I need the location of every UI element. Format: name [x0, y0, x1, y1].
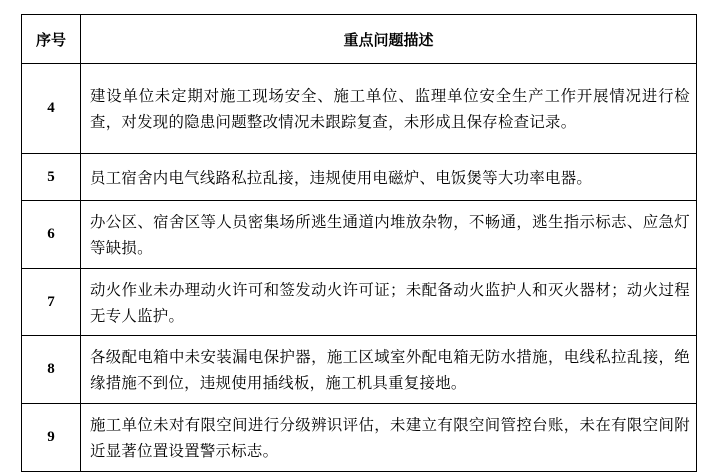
- row-description: 施工单位未对有限空间进行分级辨识评估，未建立有限空间管控台账，未在有限空间附近显著位置设置警示标志。: [81, 404, 697, 472]
- row-number: 4: [22, 64, 81, 154]
- row-number: 7: [22, 269, 81, 336]
- header-description: 重点问题描述: [81, 15, 697, 64]
- row-number: 6: [22, 201, 81, 269]
- table-row: [22, 201, 697, 269]
- table-header: [22, 15, 697, 64]
- row-description: 办公区、宿舍区等人员密集场所逃生通道内堆放杂物，不畅通，逃生指示标志、应急灯等缺损。: [81, 201, 697, 269]
- table-row: [22, 64, 697, 154]
- row-number: 9: [22, 404, 81, 472]
- table-row: [22, 154, 697, 201]
- table-row: [22, 269, 697, 336]
- row-description: 动火作业未办理动火许可和签发动火许可证；未配备动火监护人和灭火器材；动火过程无专人监护。: [81, 269, 697, 336]
- table-body: [22, 64, 697, 472]
- row-description: 员工宿舍内电气线路私拉乱接，违规使用电磁炉、电饭煲等大功率电器。: [81, 154, 697, 201]
- row-number: 8: [22, 336, 81, 404]
- key-issues-table: [21, 14, 697, 472]
- row-number: 5: [22, 154, 81, 201]
- table-row: [22, 404, 697, 472]
- row-description: 各级配电箱中未安装漏电保护器，施工区域室外配电箱无防水措施，电线私拉乱接，绝缘措施不到位，违规使用插线板，施工机具重复接地。: [81, 336, 697, 404]
- header-row: [22, 15, 697, 64]
- table-row: [22, 336, 697, 404]
- row-description: 建设单位未定期对施工现场安全、施工单位、监理单位安全生产工作开展情况进行检查，对发现的隐患问题整改情况未跟踪复查，未形成且保存检查记录。: [81, 64, 697, 154]
- header-number: 序号: [22, 15, 81, 64]
